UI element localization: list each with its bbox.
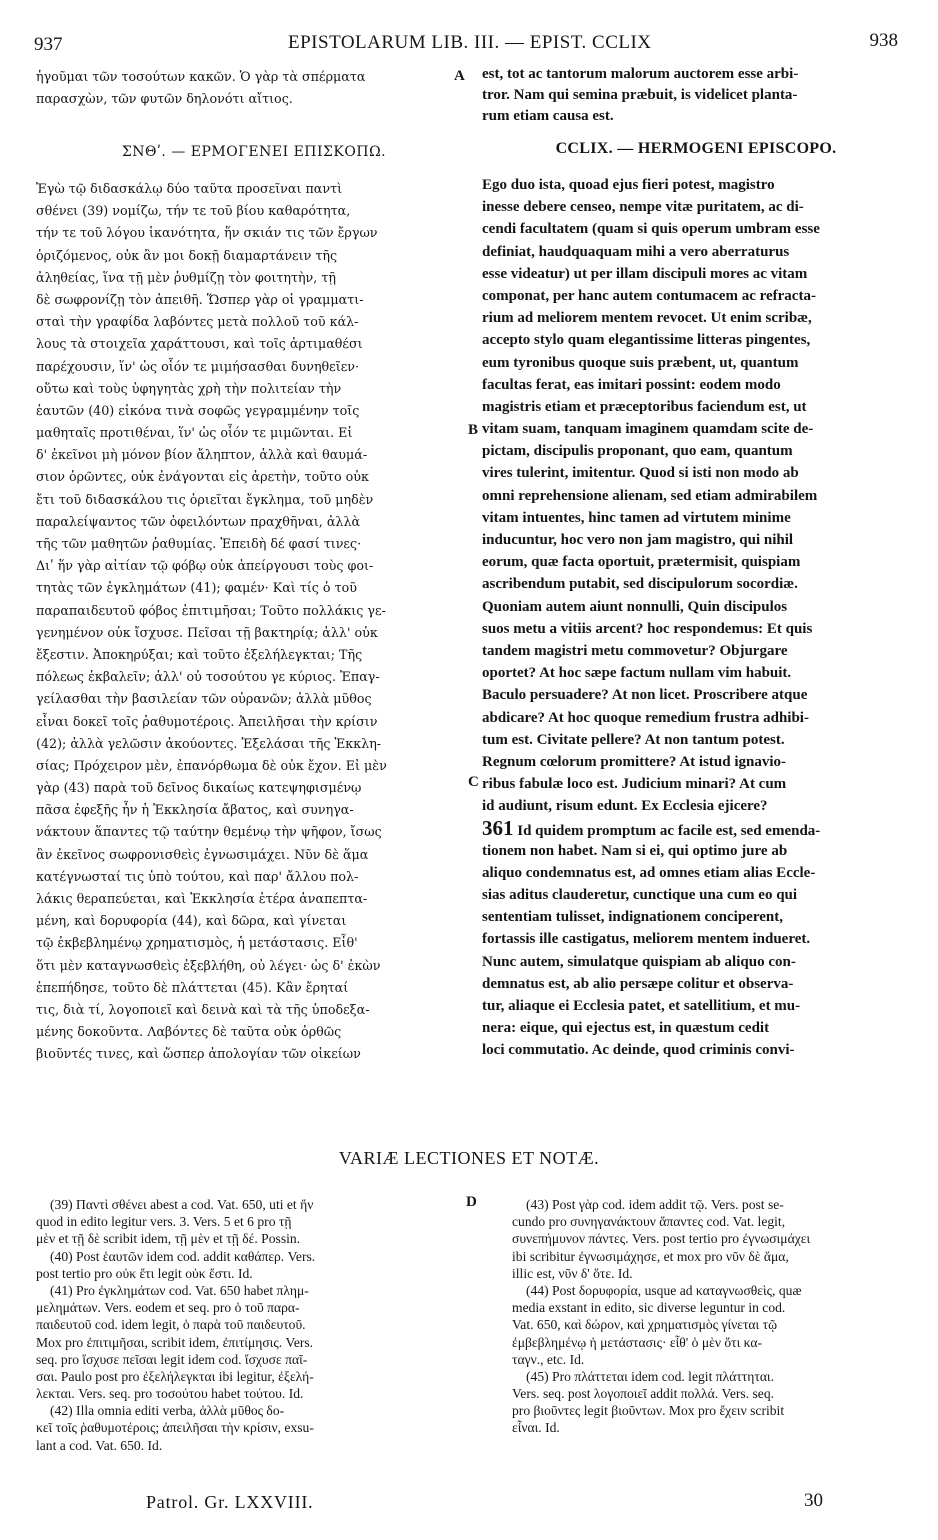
text-line: magistris etiam et præceptoribus faciendum est, ut	[482, 398, 807, 415]
text-line: σιον ὁρῶντες, οὐκ ἐνάγονται εἰς ἀρετὴν, τοῦτο οὐκ	[36, 469, 369, 485]
text-line: Διʹ ἥν γὰρ αἰτίαν τῷ φόβῳ οὐκ ἀπείργουσι τοὺς φοι-	[36, 558, 374, 574]
text-line: τις, διὰ τί, λογοποιεῖ καὶ δεινὰ καὶ τὰ τῆς ὑποδεξα-	[36, 1001, 370, 1017]
text-line: ἐμβεβλημένῳ ἡ μετάστασις· εἶθ' ὁ μὲν ὅτι κα-	[512, 1334, 763, 1350]
text-line	[482, 817, 910, 839]
text-line: tur, aliaque ei Ecclesia patet, et satellitium, et mu-	[482, 997, 801, 1014]
text-line: vitam suam, tanquam imaginem quamdam scite de-	[482, 421, 814, 438]
text-line: Mox pro ἐπιτιμῆσαι, scribit idem, ἐπιτίμησις. Vers.	[36, 1334, 314, 1350]
text-line: σαι. Paulo post pro ἐξελήλεγκται ibi legitur, ἐξελή-	[36, 1368, 314, 1384]
text-line: ἑαυτῶν (40) εἰκόνα τινὰ σοφῶς γεγραμμένην τοῖς	[36, 402, 360, 418]
text-line: ἐπεπήδησε, τοῦτο δὲ πλάττεται (45). Κἂν ἔρηταί	[36, 979, 349, 995]
text-line: ἂν ἐκεῖνος σωφρονισθεὶς ἐγνωσιμάχει. Νῦν δὲ ἅμα	[36, 846, 369, 862]
text-line: Nunc autem, simulatque quispiam ab aliquo con-	[482, 953, 796, 970]
text-line: τητὰς τῶν ἐγκλημάτων (41); φαμέν· Καὶ τίς ὁ τοῦ	[36, 580, 357, 596]
text-line: illic est, νῦν δ' ὅτε. Id.	[512, 1265, 633, 1281]
text-line: τήν τε τοῦ λόγου ἱκανότητα, ἥν σκιάν τις τῶν ἔργων	[36, 225, 378, 241]
text-line: τῷ ἐκβεβλημένῳ χρηματισμὸς, ἡ μετάστασις. Εἶθ'	[36, 935, 358, 951]
greek-preamble	[36, 66, 472, 110]
text-line: ὅτι μὲν καταγνωσθεὶς ἐξεβλήθη, οὐ λέγει· ὡς δ' ἐκὼν	[36, 957, 381, 973]
text-line: sias aditus clauderetur, cunctique una cum eo qui	[482, 887, 798, 903]
text-line: definiat, haudquaquam mihi a vero aberraturus	[482, 243, 790, 260]
text-line: λάκις θεραπεύεται, καὶ Ἐκκλησία ἑτέρα ἀναπεπτα-	[36, 891, 368, 906]
text-line: tandem magistri metu commovetur? Objurgare	[482, 642, 788, 659]
text-line: rum etiam causa est.	[482, 108, 614, 124]
text-line: παρέχουσιν, ἵν' ὡς οἷόν τε μιμήσασθαι δυνηθεῖεν·	[36, 358, 360, 374]
text-line: παραλείψαντος τῶν ὀφειλόντων πραχθῆναι, ἀλλὰ	[36, 513, 361, 529]
text-line: σθένει (39) νομίζω, τήν τε τοῦ βίου καθαρότητα,	[36, 203, 351, 219]
greek-letter-heading: ΣΝΘʹ. — ΕΡΜΟΓΕΝΕΙ ΕΠΙΣΚΟΠΩ.	[121, 144, 387, 160]
page-number-left: 937	[34, 34, 63, 55]
text-line: (43) Post γὰρ cod. idem addit τῷ. Vers. post se-	[526, 1197, 784, 1212]
text-line: eum tyronibus quoque suis præbent, ut, quantum	[482, 354, 799, 371]
text-line: inducuntur, hoc vero non jam magistro, qui nihil	[482, 532, 794, 548]
text-line: cundo pro συνηγανάκτουν ἅπαντες cod. Vat. legit,	[512, 1214, 786, 1230]
footer-series: Patrol. Gr. LXXVIII.	[146, 1492, 314, 1512]
text-line: media exstant in edito, sic diverse leguntur in cod.	[512, 1300, 786, 1316]
text-line: (41) Pro ἐγκλημάτων cod. Vat. 650 habet πλημ-	[50, 1282, 309, 1298]
text-line: pictam, discipulis proponant, quo eam, quantum	[482, 443, 793, 460]
latin-letter-heading: CCLIX. — HERMOGENI EPISCOPO.	[555, 140, 837, 157]
text-line: aliquo condemnatus est, ad omnes etiam alias Eccle-	[482, 864, 816, 881]
text-line: κατέγνωσταί τις ὑπὸ τούτου, καὶ παρ' ἄλλου πολ-	[36, 868, 359, 884]
text-line: cendi facultatem (quam si quis operum umbram esse	[482, 221, 820, 238]
text-line: παρασχὼν, τῶν φυτῶν δηλονότι αἴτιος.	[36, 91, 293, 107]
text-line: πᾶσα ἐφεξῆς ἦν ἡ Ἐκκλησία ἄβατος, καὶ συνηγα-	[36, 802, 354, 818]
text-line: abdicare? At hoc quoque remedium frustra adhibi-	[482, 709, 809, 726]
text-line: (42) Illa omnia editi verba, ἀλλὰ μῦθος δο-	[50, 1403, 285, 1419]
text-line: demnatus est, ab alio persæpe colitur et observa-	[482, 975, 794, 992]
text-line: ἡγοῦμαι τῶν τοσούτων κακῶν. Ὁ γὰρ τὰ σπέρματα	[36, 69, 366, 84]
text-line: μένης δοκοῦντα. Λαβόντες δὲ ταῦτα οὐκ ὀρθῶς	[36, 1024, 342, 1040]
text-line: Vers. seq. post λογοποιεῖ addit πολλά. Vers. seq.	[512, 1386, 775, 1402]
greek-text-column	[36, 178, 472, 1066]
text-line: (42); ἀλλὰ γελῶσιν ἀκούοντες. Ἐξελάσαι τῆς Ἐκκλη-	[36, 735, 382, 751]
column-number: 361	[482, 817, 514, 840]
text-line: (40) Post ἑαυτῶν idem cod. addit καθάπερ. Vers.	[50, 1248, 316, 1264]
text-line: Ego duo ista, quoad ejus fieri potest, magistro	[482, 177, 775, 193]
text-line: facultas ferat, eas imitari possint: eodem modo	[482, 376, 781, 393]
notes-right-column	[512, 1196, 912, 1437]
text-line: μὲν et τῇ δὲ scribit idem, τῇ μὲν et τῇ δέ. Possin.	[36, 1231, 301, 1247]
text-line: fortassis ille castigatus, meliorem mentem indueret.	[482, 931, 811, 948]
text-line: Regnum cœlorum promittere? At istud ignavio-	[482, 753, 787, 770]
text-line: λεκται. Vers. seq. pro τοσούτου habet τούτου. Id.	[36, 1386, 304, 1402]
text-line: σίας; Πρόχειρον μὲν, ἐπανόρθωμα δὲ οὐκ ἔχον. Εἰ μὲν	[36, 757, 387, 773]
text-line: λους τὰ στοιχεῖα χαράττουσι, καὶ τοῖς ἀρτιμαθέσι	[36, 336, 363, 352]
text-line: oportet? At hoc sæpe factum nullam vim habuit.	[482, 665, 792, 682]
text-line: Baculo persuadere? At non licet. Proscribere atque	[482, 687, 808, 704]
text-line: sententiam tulisset, indignationem conciperent,	[482, 909, 783, 926]
text-line: οὕτω καὶ τοὺς ὑφηγητὰς χρὴ τὴν πολιτείαν τὴν	[36, 380, 342, 396]
text-line: ταγν., etc. Id.	[512, 1351, 585, 1367]
text-line: (39) Παντὶ σθένει abest a cod. Vat. 650, uti et ἥν	[50, 1197, 314, 1212]
text-line: ἀληθείας, ἵνα τῇ μὲν ῥυθμίζῃ τὸν φοιτητὴν, τῇ	[36, 269, 336, 285]
text-line: ibi scribitur ἐγνωσιμάχησε, et mox pro νῦν δὲ ἅμα,	[512, 1248, 789, 1264]
text-line: εἶναι δοκεῖ τοῖς ῥαθυμοτέροις. Ἀπειλῆσαι τὴν κρίσιν	[36, 713, 378, 729]
text-line: παιδευτοῦ cod. idem legit, ὁ παρὰ τοῦ παιδευτοῦ.	[36, 1317, 306, 1333]
text-line: Ἐγὼ τῷ διδασκάλῳ δύο ταῦτα προσεῖναι παντὶ	[36, 181, 343, 196]
text-line: μελημάτων. Vers. eodem et seq. pro ὁ τοῦ παρα-	[36, 1300, 300, 1316]
text-line: ascribendum putabit, sed discipulorum socordiæ.	[482, 576, 798, 593]
margin-marker-c: C	[468, 774, 479, 790]
text-line: pro βιοῦντες legit βιοῦντων. Mox pro ἔχειν scribit	[512, 1403, 785, 1419]
text-line: tionem non habet. Nam si ei, qui optimo jure ab	[482, 842, 788, 859]
text-line: inesse debere censeo, nempe vitæ puritatem, ac di-	[482, 199, 804, 216]
text-line: κεῖ τοῖς ῥαθυμοτέροις; ἀπειλῆσαι τὴν κρίσιν, exsu-	[36, 1420, 314, 1436]
text-line: (45) Pro πλάττεται idem cod. legit πλάττηται.	[526, 1368, 774, 1384]
text-line: μαθηταῖς προτιθέναι, ἵν' ὡς οἷόν τε μιμῶνται. Εἰ	[36, 425, 353, 441]
text-line: omni reprehensione alienam, sed etiam admirabilem	[482, 487, 818, 504]
text-line: γὰρ (43) παρὰ τοῦ δεῖνος δικαίως κατεψηφισμένῳ	[36, 780, 362, 796]
text-line: loci commutatio. Ac deinde, quod criminis convi-	[482, 1042, 795, 1059]
text-line: παραπαιδευτοῦ φόβος ἐπιτιμῆσαι; Τοῦτο πολλάκις γε-	[36, 602, 386, 618]
text-line: δὲ σωφρονίζῃ τὸν ἀπειθῆ. Ὥσπερ γὰρ οἱ γραμματι-	[36, 291, 364, 307]
text-line: ὁριζόμενος, οὐκ ἂν μοι δοκῇ διαμαρτάνειν τῆς	[36, 247, 338, 263]
running-head	[30, 30, 908, 54]
text-line: δ' ἐκεῖνοι μὴ μόνον βίον ἄληπτον, ἀλλὰ καὶ θαυμά-	[36, 447, 368, 463]
text-line: est, tot ac tantorum malorum auctorem esse arbi-	[482, 66, 799, 82]
running-title: EPISTOLARUM LIB. III. — EPIST. CCLIX	[288, 32, 652, 53]
text-line: συνεπήμυνον πάντες. Vers. post tertio pro ἐγνωσιμάχει	[512, 1231, 811, 1247]
text-line: Vat. 650, καὶ δώρον, καὶ χρηματισμὸς γίνεται τῷ	[512, 1317, 778, 1333]
text-line: vitam intuentes, hinc tamen ad virtutem minime	[482, 509, 791, 526]
text-line-content: Id quidem promptum ac facile est, sed emenda-	[517, 823, 821, 840]
page-number-right: 938	[869, 30, 898, 51]
text-line: σταὶ τὴν γραφίδα λαβόντες μετὰ πολλοῦ τοῦ κάλ-	[36, 314, 359, 330]
text-line: γενημένον οὐκ ἴσχυσε. Πεῖσαι τῇ βακτηρίᾳ; ἀλλ' οὐκ	[36, 624, 378, 640]
text-line: componat, per hanc autem contumacem ac refracta-	[482, 287, 816, 304]
text-line: πόλεως ἐκβαλεῖν; ἀλλ' οὐ τοσούτου γε κύριος. Ἐπαγ-	[36, 669, 380, 685]
text-line: vires tulerint, imitentur. Quod si isti non modo ab	[482, 465, 799, 482]
text-line: ἔξεστιν. Ἀποκηρύξαι; καὶ τοῦτο ἐξελήλεγκται; Τῆς	[36, 646, 363, 662]
text-line: id audiunt, risum edunt. Ex Ecclesia ejicere?	[482, 798, 768, 815]
text-line: ἔτι τοῦ διδασκάλου τις ὁριεῖται ἔγκλημα, τοῦ μηδὲν	[36, 491, 374, 507]
notes-heading: VARIÆ LECTIONES ET NOTÆ.	[338, 1148, 600, 1168]
text-line: suos metu a vitiis arcent? hoc respondemus: Et quis	[482, 620, 813, 637]
text-line: eorum, quæ facta oportuit, prætermisit, quispiam	[482, 554, 801, 571]
text-line: (44) Post δορυφορία, usque ad καταγνωσθεὶς, quæ	[526, 1282, 802, 1298]
text-line: post tertio pro οὐκ ἔτι legit οὐκ ἔστι. Id.	[36, 1265, 253, 1281]
text-line: seq. pro ἴσχυσε πεῖσαι legit idem cod. ἴσχυσε παῖ-	[36, 1351, 308, 1367]
text-line: nera: eique, qui ejectus est, in quæstum cedit	[482, 1020, 770, 1037]
text-line: γείλασθαι τὴν βασιλείαν τῶν οὐρανῶν; ἀλλὰ μῦθος	[36, 691, 372, 707]
latin-preamble	[482, 64, 910, 127]
notes-left-column	[36, 1196, 472, 1454]
text-line: τῆς τῶν μαθητῶν ῥαθυμίας. Ἐπειδὴ δέ φασί τινες·	[36, 536, 362, 551]
text-line: quod in edito legitur vers. 3. Vers. 5 et 6 pro τῇ	[36, 1214, 292, 1230]
text-line: ribus fabulæ loco est. Judicium minari? At cum	[482, 776, 787, 793]
margin-marker-b: B	[468, 422, 479, 438]
margin-marker-d: D	[466, 1194, 477, 1210]
text-line: νάκτουν ἅπαντες τῷ ταύτην θεμένῳ τὴν ψῆφον, ἴσως	[36, 824, 382, 840]
margin-marker-a: A	[454, 68, 465, 84]
footer-page-number: 30	[804, 1490, 823, 1511]
latin-text-column	[482, 174, 910, 1062]
text-line: lant a cod. Vat. 650. Id.	[36, 1437, 163, 1453]
text-line: esse videatur) ut per illam discipuli mores ac vitam	[482, 265, 808, 282]
text-line: rium ad meliorem mentem revocet. Ut enim scribæ,	[482, 310, 812, 327]
text-line: εἶναι. Id.	[512, 1420, 560, 1436]
text-line: μένη, καὶ δορυφορία (44), καὶ δῶρα, καὶ γίνεται	[36, 913, 347, 929]
text-line: tum est. Civitate pellere? At non tantum potest.	[482, 731, 785, 748]
text-line: accepto stylo quam elegantissime litteras pingentes,	[482, 332, 811, 349]
text-line: βιοῦντές τινες, καὶ ὥσπερ ἀπολογίαν τῶν οἰκείων	[36, 1046, 361, 1062]
text-line: Quoniam autem aiunt nonnulli, Quin discipulos	[482, 598, 788, 615]
text-line: tror. Nam qui semina præbuit, is videlicet planta-	[482, 87, 798, 103]
